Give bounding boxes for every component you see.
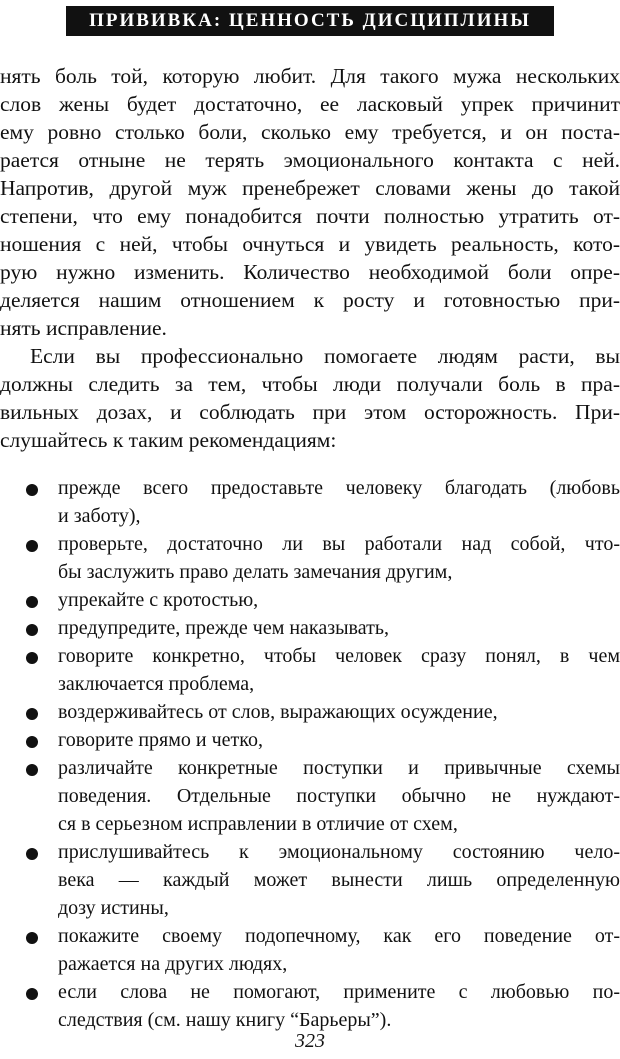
list-item-line: прежде всего предоставьте человеку благодать (любовь xyxy=(58,477,620,499)
list-item-line: воздерживайтесь от слов, выражающих осуждение, xyxy=(58,701,498,723)
bullet-icon xyxy=(26,596,38,608)
bullet-icon xyxy=(26,932,38,944)
text-line: ему ровно столько боли, сколько ему требуется, и он поста- xyxy=(0,120,620,144)
bullet-icon xyxy=(26,708,38,720)
list-item-line: ся в серьезном исправлении в отличие от схем, xyxy=(58,813,458,835)
text-line: нять боль той, которую любит. Для такого мужа нескольких xyxy=(0,64,620,88)
running-header: ПРИВИВКА: ЦЕННОСТЬ ДИСЦИПЛИНЫ xyxy=(66,6,554,36)
bullet-icon xyxy=(26,484,38,496)
list-item-line: дозу истины, xyxy=(58,897,169,919)
text-line: должны следить за тем, чтобы люди получали боль в пра- xyxy=(0,372,620,396)
text-line: рую нужно изменить. Количество необходимой боли опре- xyxy=(0,260,620,284)
bullet-icon xyxy=(26,624,38,636)
text-line: слов жены будет достаточно, ее ласковый упрек причинит xyxy=(0,92,620,116)
bullet-icon xyxy=(26,736,38,748)
list-item-line: ражается на других людях, xyxy=(58,953,288,975)
page-number: 323 xyxy=(295,1030,325,1052)
list-item-line: проверьте, достаточно ли вы работали над собой, что- xyxy=(58,533,620,555)
list-item-line: поведения. Отдельные поступки обычно не нуждают- xyxy=(58,785,620,807)
text-line: слушайтесь к таким рекомендациям: xyxy=(0,428,337,452)
list-item-line: бы заслужить право делать замечания другим, xyxy=(58,561,453,583)
text-line: Если вы профессионально помогаете людям расти, вы xyxy=(30,344,620,368)
bullet-icon xyxy=(26,652,38,664)
bullet-icon xyxy=(26,848,38,860)
bullet-icon xyxy=(26,540,38,552)
bullet-icon xyxy=(26,764,38,776)
list-item-line: говорите прямо и четко, xyxy=(58,729,263,751)
list-item-line: следствия (см. нашу книгу “Барьеры”). xyxy=(58,1009,392,1031)
bullet-icon xyxy=(26,988,38,1000)
list-item-line: упрекайте с кротостью, xyxy=(58,589,259,611)
text-line: рается отныне не терять эмоционального контакта с ней. xyxy=(0,148,620,172)
text-line: ношения с ней, чтобы очнуться и увидеть реальность, кото- xyxy=(0,232,620,256)
list-item-line: говорите конкретно, чтобы человек сразу понял, в чем xyxy=(58,645,620,667)
list-item-line: различайте конкретные поступки и привычные схемы xyxy=(58,757,620,779)
list-item-line: предупредите, прежде чем наказывать, xyxy=(58,617,389,639)
list-item-line: и заботу), xyxy=(58,505,141,527)
list-item-line: прислушивайтесь к эмоциональному состоянию чело- xyxy=(58,841,620,863)
list-item-line: века — каждый может вынести лишь определенную xyxy=(58,869,620,891)
list-item-line: заключается проблема, xyxy=(58,673,255,695)
text-line: вильных дозах, и соблюдать при этом осторожность. При- xyxy=(0,400,620,424)
text-line: нять исправление. xyxy=(0,316,167,340)
list-item-line: покажите своему подопечному, как его поведение от- xyxy=(58,925,620,947)
text-line: степени, что ему понадобится почти полностью утратить от- xyxy=(0,204,620,228)
text-line: Напротив, другой муж пренебрежет словами жены до такой xyxy=(0,176,620,200)
text-line: деляется нашим отношением к росту и готовностью при- xyxy=(0,288,620,312)
list-item-line: если слова не помогают, примените с любовью по- xyxy=(58,981,620,1003)
